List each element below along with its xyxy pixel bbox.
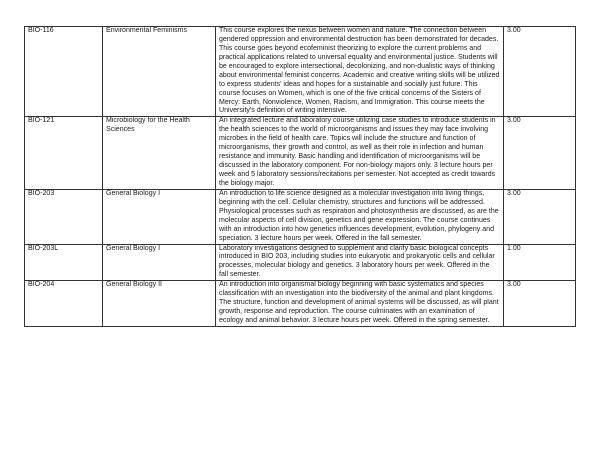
course-title: General Biology I	[103, 189, 216, 244]
table-row	[25, 244, 576, 281]
course-code: BIO-203	[25, 189, 103, 244]
course-description: An integrated lecture and laboratory course utilizing case studies to introduce students in the health sciences to the world of microorganisms and issues they may face involving microbes in the field of health care. Topics will include the structure and function of microorganisms, their growth and control, as well as their role in infection and human resistance and immunity. Basic handling and identification of microorganisms will be discussed in the laboratory component. For non-biology majors only. 3 lecture hours per week and 5 laboratory sessions/recitations per semester. Not accepted as credit towards the biology major.	[216, 117, 504, 190]
course-description: This course explores the nexus between women and nature. The connection between gendered oppression and environmental destruction has been demonstrated for decades. This course goes beyond ecofeminist theorizing to explore the current problems and practical applications related to universal equality and environmental justice. Students will be encouraged to explore intersectional, decolonizing, and non-dualistic ways of thinking about environmental feminist concerns. Academic and creative writing skills will be utilized to express students' ideas and hopes for a sustainable and socially just future. This course focuses on Women, which is one of the five critical concerns of the Sisters of Mercy: Earth, Nonviolence, Women, Racism, and Immigration. This course meets the University's definition of writing intensive.	[216, 27, 504, 117]
course-credits: 3.00	[504, 189, 576, 244]
table-row	[25, 27, 576, 117]
course-code: BIO-116	[25, 27, 103, 117]
course-title: General Biology II	[103, 281, 216, 327]
course-title: Environmental Feminisms	[103, 27, 216, 117]
course-title: Microbiology for the Health Sciences	[103, 117, 216, 190]
course-description: Laboratory investigations designed to supplement and clarify basic biological concepts introduced in BIO 203, including studies into eukaryotic and prokaryotic cells and cellular processes, molecular biology and genetics. 3 laboratory hours per week. Offered in the fall semester.	[216, 244, 504, 281]
course-code: BIO-204	[25, 281, 103, 327]
course-credits: 3.00	[504, 117, 576, 190]
course-table	[24, 26, 576, 327]
course-code: BIO-203L	[25, 244, 103, 281]
table-row	[25, 117, 576, 190]
course-credits: 3.00	[504, 281, 576, 327]
course-code: BIO-121	[25, 117, 103, 190]
course-description: An introduction into organismal biology beginning with basic systematics and species classification with an investigation into the biodiversity of the animal and plant kingdoms. The structure, function and development of animal systems will be discussed, as will plant growth, response and reproduction. The course culminates with an examination of ecology and animal behavior. 3 lecture hours per week. Offered in the spring semester.	[216, 281, 504, 327]
course-credits: 1.00	[504, 244, 576, 281]
table-row	[25, 281, 576, 327]
course-credits: 3.00	[504, 27, 576, 117]
table-row	[25, 189, 576, 244]
course-title: General Biology I	[103, 244, 216, 281]
course-description: An introduction to life science designed as a molecular investigation into living things, beginning with the cell. Cellular chemistry, structures and functions will be addressed. Physiological processes such as respiration and photosynthesis are discussed, as are the molecular aspects of cell division, genetics and gene expression. The course continues with an introduction into how genetics influences development, evolution, phylogeny and speciation. 3 lecture hours per week. Offered in the fall semester.	[216, 189, 504, 244]
